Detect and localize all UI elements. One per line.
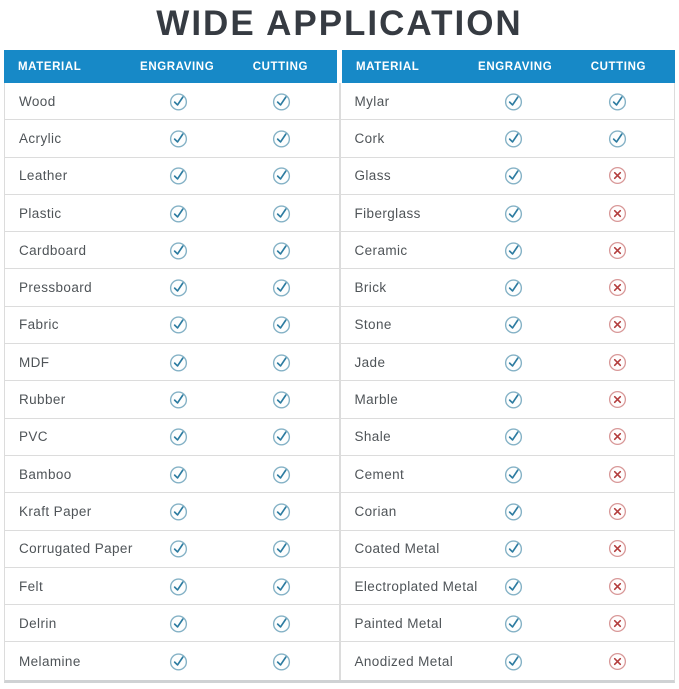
engraving-status-cell — [467, 165, 560, 186]
table-row — [341, 605, 675, 642]
engraving-status-cell — [467, 240, 560, 261]
check-circle-icon — [503, 389, 524, 410]
table-row — [5, 531, 339, 568]
engraving-status-cell — [467, 352, 560, 373]
table-row — [341, 120, 675, 157]
material-cell: Fiberglass — [354, 205, 421, 221]
cutting-status-cell — [225, 576, 338, 597]
engraving-status-cell — [132, 389, 225, 410]
engraving-status-cell — [132, 426, 225, 447]
engraving-status-cell — [467, 464, 560, 485]
cutting-status-cell — [561, 314, 674, 335]
material-cell: Cardboard — [19, 242, 87, 258]
check-circle-icon — [503, 651, 524, 672]
engraving-status-cell — [132, 464, 225, 485]
check-circle-icon — [168, 203, 189, 224]
check-circle-icon — [503, 165, 524, 186]
table-row — [341, 344, 675, 381]
cutting-status-cell — [225, 240, 338, 261]
cutting-status-cell — [561, 464, 674, 485]
cutting-status-cell — [561, 277, 674, 298]
cross-circle-icon — [607, 538, 628, 559]
check-circle-icon — [271, 277, 292, 298]
cutting-status-cell — [225, 464, 338, 485]
table-row — [5, 605, 339, 642]
cutting-status-cell — [225, 203, 338, 224]
engraving-status-cell — [132, 203, 225, 224]
engraving-status-cell — [132, 501, 225, 522]
cutting-status-cell — [225, 426, 338, 447]
column-header-material: MATERIAL — [18, 60, 82, 73]
material-cell: Anodized Metal — [354, 653, 454, 669]
check-circle-icon — [503, 91, 524, 112]
check-circle-icon — [168, 91, 189, 112]
engraving-status-cell — [132, 538, 225, 559]
cutting-status-cell — [225, 613, 338, 634]
check-circle-icon — [168, 538, 189, 559]
engraving-status-cell — [132, 352, 225, 373]
check-circle-icon — [271, 501, 292, 522]
cross-circle-icon — [607, 165, 628, 186]
column-header-engraving: ENGRAVING — [140, 60, 215, 73]
cutting-status-cell — [561, 240, 674, 261]
check-circle-icon — [503, 426, 524, 447]
cutting-status-cell — [225, 277, 338, 298]
check-circle-icon — [503, 613, 524, 634]
material-cell: Electroplated Metal — [354, 578, 478, 594]
material-cell: Corrugated Paper — [19, 541, 133, 557]
cross-circle-icon — [607, 501, 628, 522]
material-cell: Ceramic — [354, 242, 408, 258]
right-table-body — [340, 83, 675, 680]
engraving-status-cell — [467, 501, 560, 522]
table-row — [341, 158, 675, 195]
table-row — [5, 642, 339, 679]
left-table-header — [4, 50, 337, 83]
material-cell: Fabric — [19, 317, 59, 333]
table-row — [341, 307, 675, 344]
cross-circle-icon — [607, 352, 628, 373]
check-circle-icon — [503, 314, 524, 335]
table-row — [5, 456, 339, 493]
check-circle-icon — [607, 91, 628, 112]
cutting-status-cell — [225, 91, 338, 112]
page-title: WIDE APPLICATION — [156, 4, 523, 43]
engraving-status-cell — [467, 314, 560, 335]
table-row — [341, 195, 675, 232]
table-row — [341, 269, 675, 306]
engraving-status-cell — [132, 314, 225, 335]
check-circle-icon — [168, 128, 189, 149]
material-cell: Stone — [354, 317, 392, 333]
cross-circle-icon — [607, 426, 628, 447]
engraving-status-cell — [467, 203, 560, 224]
left-table-body — [5, 83, 340, 680]
engraving-status-cell — [132, 240, 225, 261]
engraving-status-cell — [132, 128, 225, 149]
check-circle-icon — [607, 128, 628, 149]
material-cell: Brick — [354, 280, 387, 296]
check-circle-icon — [271, 426, 292, 447]
check-circle-icon — [168, 651, 189, 672]
cutting-status-cell — [225, 314, 338, 335]
check-circle-icon — [271, 538, 292, 559]
check-circle-icon — [271, 389, 292, 410]
engraving-status-cell — [467, 128, 560, 149]
table-row — [5, 568, 339, 605]
material-cell: Coated Metal — [354, 541, 440, 557]
material-cell: Delrin — [19, 615, 57, 631]
engraving-status-cell — [132, 576, 225, 597]
cutting-status-cell — [561, 538, 674, 559]
engraving-status-cell — [467, 613, 560, 634]
material-cell: Melamine — [19, 653, 81, 669]
material-cell: Glass — [354, 168, 392, 184]
material-cell: Kraft Paper — [19, 503, 92, 519]
material-cell: Cement — [354, 466, 405, 482]
check-circle-icon — [503, 538, 524, 559]
engraving-status-cell — [467, 576, 560, 597]
check-circle-icon — [168, 352, 189, 373]
material-cell: Wood — [19, 93, 56, 109]
engraving-status-cell — [132, 165, 225, 186]
engraving-status-cell — [132, 613, 225, 634]
column-header-cutting: CUTTING — [252, 60, 309, 73]
check-circle-icon — [503, 203, 524, 224]
check-circle-icon — [168, 576, 189, 597]
table-row — [341, 568, 675, 605]
cutting-status-cell — [225, 651, 338, 672]
material-cell: Cork — [354, 130, 385, 146]
engraving-status-cell — [132, 277, 225, 298]
cross-circle-icon — [607, 613, 628, 634]
material-cell: PVC — [19, 429, 48, 445]
cutting-status-cell — [225, 501, 338, 522]
table-row — [341, 642, 675, 679]
cutting-status-cell — [561, 91, 674, 112]
table-row — [341, 419, 675, 456]
check-circle-icon — [271, 91, 292, 112]
check-circle-icon — [503, 128, 524, 149]
cutting-status-cell — [561, 352, 674, 373]
check-circle-icon — [271, 314, 292, 335]
column-header-cutting: CUTTING — [590, 60, 647, 73]
cutting-status-cell — [561, 389, 674, 410]
check-circle-icon — [503, 352, 524, 373]
table-row — [341, 493, 675, 530]
table-row — [341, 83, 675, 120]
material-cell: Mylar — [354, 93, 390, 109]
check-circle-icon — [271, 464, 292, 485]
engraving-status-cell — [467, 651, 560, 672]
cutting-status-cell — [561, 613, 674, 634]
cutting-status-cell — [561, 128, 674, 149]
material-cell: Corian — [354, 503, 397, 519]
table-row — [5, 195, 339, 232]
material-cell: Pressboard — [19, 280, 93, 296]
cross-circle-icon — [607, 576, 628, 597]
material-cell: Painted Metal — [354, 615, 443, 631]
material-cell: Shale — [354, 429, 392, 445]
check-circle-icon — [271, 651, 292, 672]
cutting-status-cell — [561, 203, 674, 224]
material-cell: Acrylic — [19, 130, 62, 146]
cutting-status-cell — [225, 165, 338, 186]
material-cell: Bamboo — [19, 466, 72, 482]
material-cell: Jade — [354, 354, 386, 370]
engraving-status-cell — [467, 91, 560, 112]
cutting-status-cell — [225, 538, 338, 559]
table-row — [5, 419, 339, 456]
check-circle-icon — [271, 240, 292, 261]
material-cell: Plastic — [19, 205, 62, 221]
table-header-row — [4, 50, 675, 83]
check-circle-icon — [168, 501, 189, 522]
table-row — [5, 493, 339, 530]
check-circle-icon — [168, 314, 189, 335]
cross-circle-icon — [607, 314, 628, 335]
table-row — [5, 307, 339, 344]
check-circle-icon — [503, 501, 524, 522]
engraving-status-cell — [467, 277, 560, 298]
check-circle-icon — [503, 277, 524, 298]
check-circle-icon — [503, 240, 524, 261]
material-cell: Leather — [19, 168, 68, 184]
check-circle-icon — [168, 426, 189, 447]
check-circle-icon — [271, 576, 292, 597]
cross-circle-icon — [607, 389, 628, 410]
table-row — [5, 344, 339, 381]
table-row — [341, 232, 675, 269]
cutting-status-cell — [561, 651, 674, 672]
engraving-status-cell — [132, 651, 225, 672]
check-circle-icon — [503, 576, 524, 597]
check-circle-icon — [168, 277, 189, 298]
material-cell: MDF — [19, 354, 50, 370]
cross-circle-icon — [607, 277, 628, 298]
column-header-engraving: ENGRAVING — [478, 60, 553, 73]
table-row — [5, 269, 339, 306]
material-cell: Marble — [354, 392, 399, 408]
check-circle-icon — [271, 352, 292, 373]
engraving-status-cell — [467, 538, 560, 559]
check-circle-icon — [168, 389, 189, 410]
right-table-header — [342, 50, 675, 83]
engraving-status-cell — [467, 426, 560, 447]
check-circle-icon — [271, 203, 292, 224]
cross-circle-icon — [607, 464, 628, 485]
table-row — [341, 531, 675, 568]
cutting-status-cell — [225, 389, 338, 410]
engraving-status-cell — [467, 389, 560, 410]
cutting-status-cell — [561, 501, 674, 522]
materials-table-area — [0, 50, 679, 683]
cutting-status-cell — [561, 576, 674, 597]
cross-circle-icon — [607, 651, 628, 672]
check-circle-icon — [168, 613, 189, 634]
column-header-material: MATERIAL — [356, 60, 420, 73]
table-row — [5, 232, 339, 269]
table-body-row — [4, 83, 675, 683]
cutting-status-cell — [225, 128, 338, 149]
cross-circle-icon — [607, 240, 628, 261]
check-circle-icon — [503, 464, 524, 485]
table-row — [5, 120, 339, 157]
check-circle-icon — [168, 165, 189, 186]
cutting-status-cell — [561, 165, 674, 186]
table-row — [5, 158, 339, 195]
table-row — [341, 456, 675, 493]
cutting-status-cell — [225, 352, 338, 373]
material-cell: Rubber — [19, 392, 66, 408]
engraving-status-cell — [132, 91, 225, 112]
table-row — [5, 83, 339, 120]
check-circle-icon — [271, 613, 292, 634]
check-circle-icon — [168, 240, 189, 261]
cross-circle-icon — [607, 203, 628, 224]
check-circle-icon — [271, 128, 292, 149]
table-row — [341, 381, 675, 418]
check-circle-icon — [271, 165, 292, 186]
table-row — [5, 381, 339, 418]
material-cell: Felt — [19, 578, 44, 594]
cutting-status-cell — [561, 426, 674, 447]
check-circle-icon — [168, 464, 189, 485]
